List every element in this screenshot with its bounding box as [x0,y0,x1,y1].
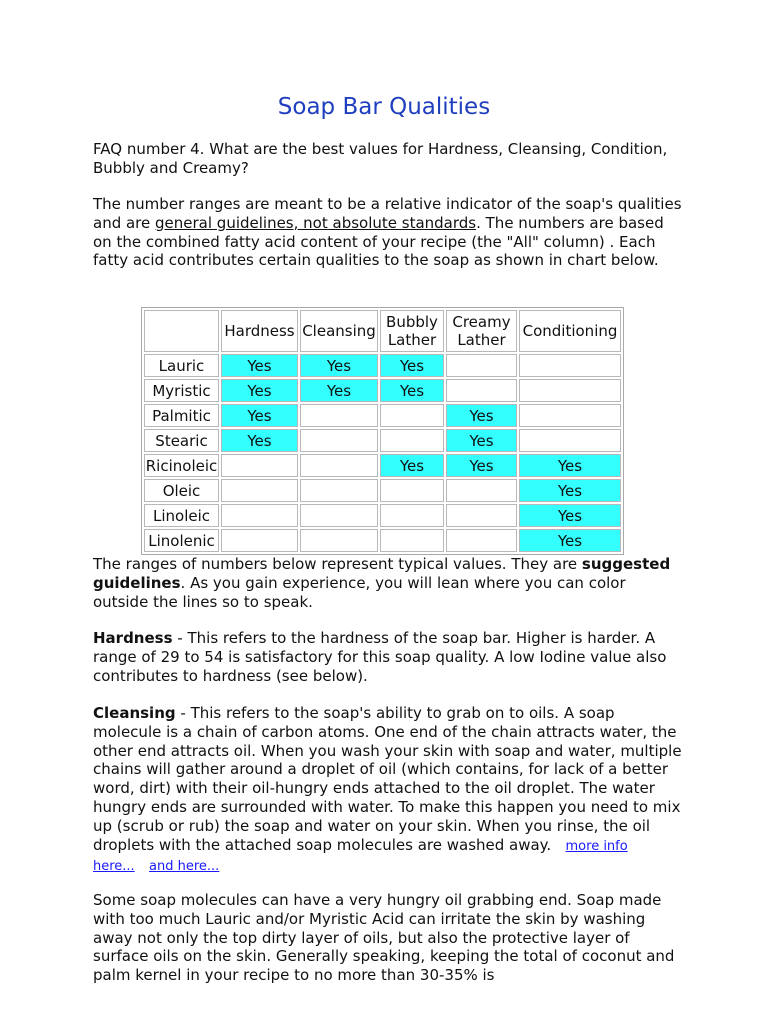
fatty-acid-name: Linoleic [144,504,219,527]
table-row [144,454,621,477]
intro-text-end: . The numbers are based on the combined fatty acid content of your recipe (the "All" column) . Each fatty acid contributes certain qualities to the soap as shown in chart below. [93,213,664,270]
intro-text-start: The number ranges are meant to be a relative indicator of the soap's qualities and are [93,195,682,232]
quality-cell: Yes [300,379,378,402]
cleansing-term: Cleansing [93,704,176,722]
quality-cell: Yes [519,529,621,552]
fatty-acid-name: Oleic [144,479,219,502]
quality-cell [300,504,378,527]
quality-cell: Yes [221,429,298,452]
more-info-link[interactable]: more info here... [93,838,628,875]
page-title: Soap Bar Qualities [277,94,491,120]
fatty-acid-qualities-table [141,307,624,555]
header-cell: Conditioning [519,310,621,352]
cleansing-paragraph [93,704,683,877]
fatty-acid-name: Lauric [144,354,219,377]
quality-cell [380,429,444,452]
table-row [144,529,621,552]
quality-cell: Yes [519,454,621,477]
header-cell: Bubbly Lather [380,310,444,352]
ranges-bold-text: suggested guidelines [93,555,671,592]
table-row [144,504,621,527]
quality-cell: Yes [519,504,621,527]
quality-cell: Yes [380,379,444,402]
quality-cell [300,404,378,427]
fatty-acid-name: Linolenic [144,529,219,552]
quality-cell [300,429,378,452]
quality-cell: Yes [221,404,298,427]
quality-cell [221,529,298,552]
quality-cell [300,479,378,502]
quality-cell: Yes [446,454,517,477]
cleansing-text: - This refers to the soap's ability to grab on to oils. A soap molecule is a chain of carbon atoms. One end of the chain attracts water, the other end attracts oil. When you wash your skin with soap and water, multiple chains will gather around a droplet of oil (which contains, for lack of a better word, dirt) with their oil-hungry ends attached to the oil droplet. The water hungry ends are surrounded with water. To make this happen you need to mix up (scrub or rub) the soap and water on your skin. When you rinse, the oil droplets with the attached soap molecules are washed away. [93,704,682,854]
quality-cell [300,454,378,477]
molecules-paragraph: Some soap molecules can have a very hungry oil grabbing end. Soap made with too much Lauric and/or Myristic Acid can irritate the skin by washing away not only the top dirty layer of oils, but also the protective layer of surface oils on the skin. Generally speaking, keeping the total of coconut and palm kernel in your recipe to no more than 30-35% is [93,891,675,985]
header-cell: Cleansing [300,310,378,352]
quality-cell [519,354,621,377]
quality-cell: Yes [221,354,298,377]
quality-cell [446,529,517,552]
header-cell: Hardness [221,310,298,352]
quality-cell [380,529,444,552]
fatty-acid-name: Ricinoleic [144,454,219,477]
quality-cell [446,479,517,502]
quality-cell [380,404,444,427]
faq-paragraph: FAQ number 4. What are the best values for Hardness, Cleansing, Condition, Bubbly and Creamy? [93,140,668,177]
quality-cell: Yes [380,354,444,377]
quality-cell [446,354,517,377]
quality-cell [519,404,621,427]
fatty-acid-name: Stearic [144,429,219,452]
ranges-text-end: . As you gain experience, you will lean where you can color outside the lines so to speak. [93,573,626,611]
quality-cell [300,529,378,552]
quality-cell: Yes [519,479,621,502]
table-row [144,429,621,452]
quality-cell: Yes [300,354,378,377]
ranges-paragraph [93,555,683,611]
hardness-paragraph [93,629,683,685]
header-cell: Creamy Lather [446,310,517,352]
table-header-row [144,310,621,352]
table-row [144,479,621,502]
table-row [144,404,621,427]
hardness-text: - This refers to the hardness of the soap bar. Higher is harder. A range of 29 to 54 is satisfactory for this soap quality. A low Iodine value also contributes to hardness (see below). [93,629,667,685]
header-cell [144,310,219,352]
intro-paragraph [93,195,683,270]
quality-cell: Yes [380,454,444,477]
quality-cell [380,479,444,502]
table-row [144,354,621,377]
ranges-text-start: The ranges of numbers below represent typical values. They are [93,555,582,573]
fatty-acid-name: Myristic [144,379,219,402]
quality-cell [380,504,444,527]
quality-cell [221,454,298,477]
hardness-term: Hardness [93,629,173,647]
table-body [144,354,621,552]
quality-cell [221,504,298,527]
table-row [144,379,621,402]
quality-cell [446,504,517,527]
quality-cell: Yes [446,404,517,427]
quality-cell [519,379,621,402]
quality-cell: Yes [221,379,298,402]
quality-cell: Yes [446,429,517,452]
quality-cell [446,379,517,402]
fatty-acid-name: Palmitic [144,404,219,427]
quality-cell [519,429,621,452]
and-here-link[interactable]: and here... [149,859,220,875]
intro-underlined-text: general guidelines, not absolute standards [155,213,477,232]
quality-cell [221,479,298,502]
